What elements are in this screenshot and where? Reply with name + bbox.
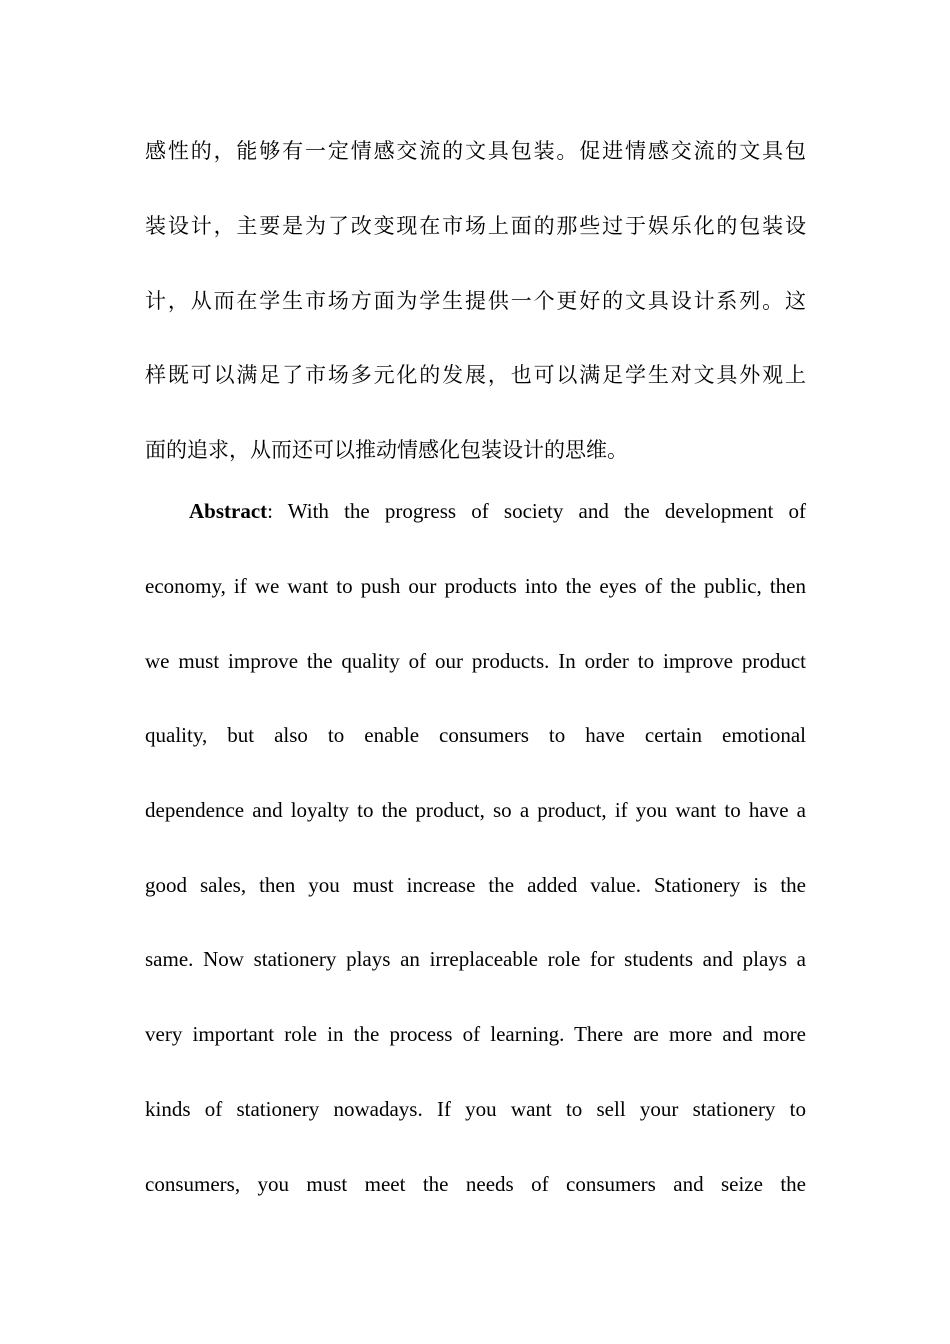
abstract-line-5: dependence and loyalty to the product, so a product, if you want to have a (145, 798, 806, 822)
chinese-line-5: 面的追求，从而还可以推动情感化包装设计的思维。 (145, 438, 628, 462)
abstract-line-9: kinds of stationery nowadays. If you want to sell your stationery to (145, 1097, 806, 1121)
chinese-line-4: 样既可以满足了市场多元化的发展，也可以满足学生对文具外观上 (145, 363, 806, 387)
chinese-line-1: 感性的，能够有一定情感交流的文具包装。促进情感交流的文具包 (145, 139, 806, 163)
abstract-line-10: consumers, you must meet the needs of consumers and seize the (145, 1172, 806, 1196)
chinese-line-2: 装设计，主要是为了改变现在市场上面的那些过于娱乐化的包装设 (145, 214, 806, 238)
abstract-line-2: economy, if we want to push our products into the eyes of the public, then (145, 574, 806, 598)
abstract-line-3: we must improve the quality of our products. In order to improve product (145, 649, 806, 673)
abstract-line-8: very important role in the process of learning. There are more and more (145, 1022, 806, 1046)
abstract-line-4: quality, but also to enable consumers to have certain emotional (145, 723, 806, 747)
abstract-label: Abstract (189, 499, 268, 523)
abstract-line-7: same. Now stationery plays an irreplaceable role for students and plays a (145, 947, 806, 971)
abstract-line-6: good sales, then you must increase the added value. Stationery is the (145, 873, 806, 897)
abstract-line-1 (189, 496, 806, 526)
chinese-line-3: 计，从而在学生市场方面为学生提供一个更好的文具设计系列。这 (145, 289, 806, 313)
abstract-line-1-text: : With the progress of society and the development of (267, 499, 806, 523)
